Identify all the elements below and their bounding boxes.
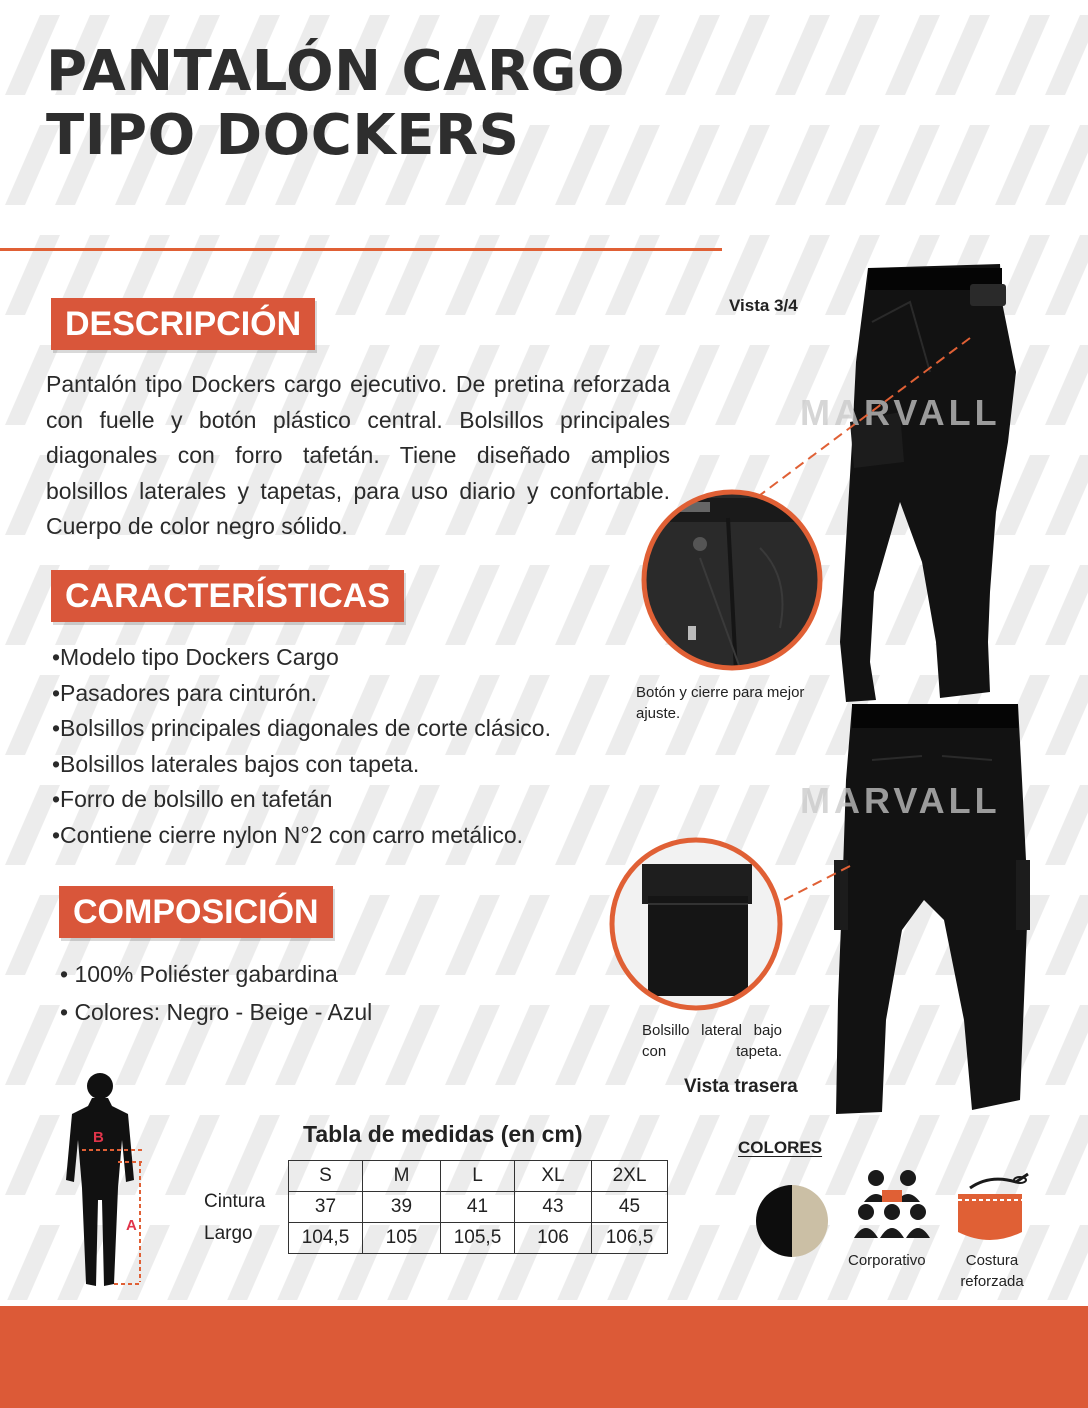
marker-b: B [93,1129,104,1146]
color-swatch-beige [792,1185,828,1257]
list-item: •Contiene cierre nylon N°2 con carro metálico. [52,821,524,848]
table-cell: 43 [515,1192,592,1223]
table-cell: 37 [289,1192,363,1223]
list-item: •Bolsillos laterales bajos con tapeta. [52,750,420,777]
title-divider [0,248,722,251]
table-cell: 41 [441,1192,515,1223]
badge-corporativo-label: Corporativo [848,1252,926,1269]
zipper-caption: Botón y cierre para mejor ajuste. [636,684,805,722]
pants-back-image [832,700,1032,1118]
list-item: • 100% Poliéster gabardina [60,961,338,987]
features-list [52,640,551,854]
row-label-largo: Largo [204,1223,253,1244]
size-header: XL [515,1161,592,1192]
color-swatch-black [756,1185,792,1257]
front-view-label: Vista 3/4 [729,296,798,315]
list-item: •Forro de bolsillo en tafetán [52,786,333,813]
composition-list [60,955,372,1031]
body-measurement-diagram [52,1070,152,1290]
description-text: Pantalón tipo Dockers cargo ejecutivo. De pretina reforzada con fuelle y botón plástico central. Bolsillos principales diagonales con forro tafetán. Tiene diseñado amplios bolsillos laterales y tapetas, para uso diario y confortable. Cuerpo de color negro sólido. [46,371,670,539]
list-item: •Modelo tipo Dockers Cargo [52,644,339,670]
marker-a: A [126,1217,137,1234]
table-row [289,1223,668,1254]
watermark-front: MARVALL [800,392,1001,433]
list-item: •Bolsillos principales diagonales de corte clásico. [52,715,551,742]
size-table [288,1160,668,1254]
pocket-caption: Bolsillo lateral bajo con tapeta. [642,1022,782,1060]
size-table-title: Tabla de medidas (en cm) [303,1121,583,1147]
table-header-row [289,1161,668,1192]
row-label-cintura: Cintura [204,1191,266,1212]
size-header: M [363,1161,441,1192]
features-heading: CARACTERÍSTICAS [51,570,404,622]
size-header: 2XL [592,1161,668,1192]
table-cell: 106,5 [592,1223,668,1254]
list-item: •Pasadores para cinturón. [52,679,318,706]
table-cell: 39 [363,1192,441,1223]
needle-pocket-icon [950,1172,1034,1246]
list-item: • Colores: Negro - Beige - Azul [60,999,373,1025]
table-cell: 45 [592,1192,668,1223]
colors-heading: COLORES [738,1138,823,1157]
title-line-2: TIPO DOCKERS [46,103,520,168]
footer-bar [0,1306,1088,1408]
composition-heading: COMPOSICIÓN [59,886,333,938]
table-cell: 104,5 [289,1223,363,1254]
back-view-label: Vista trasera [684,1076,798,1097]
description-heading: DESCRIPCIÓN [51,298,315,350]
badge-costura-label: Costura reforzada [960,1252,1024,1290]
size-header: L [441,1161,515,1192]
pocket-detail-image [608,836,784,1012]
page-title [46,40,625,168]
color-swatch-circle [754,1183,830,1259]
group-icon [852,1168,932,1242]
table-cell: 106 [515,1223,592,1254]
watermark-back: MARVALL [800,780,1001,821]
size-header: S [289,1161,363,1192]
zipper-detail-image [640,488,824,672]
table-row [289,1192,668,1223]
table-cell: 105,5 [441,1223,515,1254]
title-line-1: PANTALÓN CARGO [46,39,626,104]
table-cell: 105 [363,1223,441,1254]
